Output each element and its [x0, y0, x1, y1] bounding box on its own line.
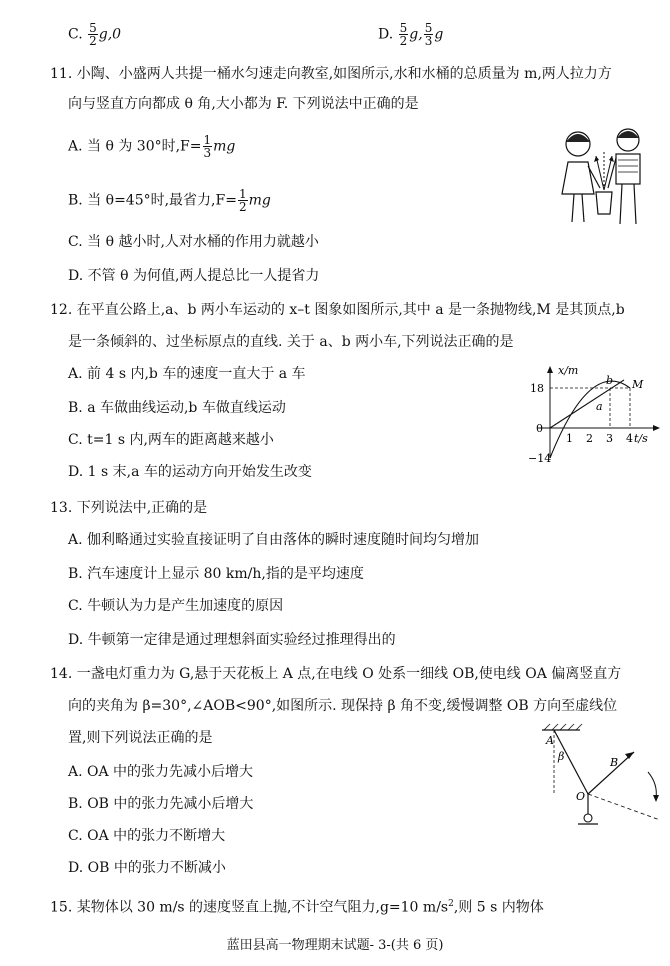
option-c-prev: C. $\frac{5}{2}$ g,0	[68, 21, 122, 48]
q12-option-c: C. t=1 s 内,两车的距离越来越小	[68, 432, 274, 448]
y-axis-label: x/m	[558, 364, 579, 377]
y-tick-0: 0	[536, 422, 543, 435]
ceiling-hatch	[544, 724, 582, 730]
q11-option-b: B. 当 θ=45°时,最省力,F= $\frac{1}{2}$ mg	[68, 187, 271, 214]
label-o: O	[576, 790, 586, 803]
x-tick-1: 1	[566, 432, 573, 445]
x-axis-label: t/s	[634, 432, 648, 445]
label-a: a	[596, 400, 603, 413]
q14-stem-line3: 置,则下列说法正确的是	[68, 730, 213, 746]
rotation-arrow	[653, 795, 659, 802]
y-axis-arrow	[547, 366, 553, 373]
q14-option-d: D. OB 中的张力不断减小	[68, 860, 226, 876]
curve-a	[550, 381, 630, 458]
label-beta: β	[558, 750, 565, 763]
lamp-string-figure	[530, 722, 664, 840]
label-b: b	[606, 374, 614, 387]
line-b	[550, 380, 624, 428]
q11-option-d: D. 不管 θ 为何值,两人提总比一人提省力	[68, 268, 320, 284]
y-tick-18: 18	[530, 382, 544, 395]
label-m: M	[632, 378, 644, 391]
q13-option-b: B. 汽车速度计上显示 80 km/h,指的是平均速度	[68, 566, 364, 582]
q13-option-c: C. 牛顿认为力是产生加速度的原因	[68, 598, 284, 614]
x-axis-arrow	[653, 425, 660, 431]
q12-option-a: A. 前 4 s 内,b 车的速度一直大于 a 车	[68, 366, 306, 382]
x-tick-2: 2	[586, 432, 593, 445]
q13-stem: 13. 下列说法中,正确的是	[50, 500, 208, 516]
q14-stem-line2: 向的夹角为 β=30°,∠AOB<90°,如图所示. 现保持 β 角不变,缓慢调整 OB 方向至虚线位	[68, 698, 618, 714]
q14-option-a: A. OA 中的张力先减小后增大	[68, 764, 254, 780]
q14-option-b: B. OB 中的张力先减小后增大	[68, 796, 254, 812]
q12-option-b: B. a 车做曲线运动,b 车做直线运动	[68, 400, 286, 416]
q11-option-a: A. 当 θ 为 30°时,F= $\frac{1}{3}$ mg	[68, 133, 236, 160]
x-tick-4: 4	[626, 432, 633, 445]
q12-option-d: D. 1 s 末,a 车的运动方向开始发生改变	[68, 464, 312, 480]
y-tick-neg14: −14	[528, 452, 552, 465]
q12-stem-line2: 是一条倾斜的、过坐标原点的直线. 关于 a、b 两小车,下列说法正确的是	[68, 334, 514, 350]
q14-stem-line1: 14. 一盏电灯重力为 G,悬于天花板上 A 点,在电线 O 处系一细线 OB,使电线 OA 偏离竖直方	[50, 666, 622, 682]
lamp-bulb	[584, 814, 592, 822]
x-tick-3: 3	[606, 432, 613, 445]
ob-new-position	[588, 794, 660, 820]
page-footer: 蓝田县高一物理期末试题- 3-(共 6 页)	[226, 938, 444, 953]
xt-graph-figure	[528, 362, 664, 466]
q12-stem-line1: 12. 在平直公路上,a、b 两小车运动的 x–t 图象如图所示,其中 a 是一条抛物线,M 是其顶点,b	[50, 302, 625, 318]
rotation-arc	[648, 772, 656, 798]
label-a: A	[546, 734, 554, 747]
q11-stem-line2: 向与竖直方向都成 θ 角,大小都为 F. 下列说法中正确的是	[68, 96, 419, 112]
label-b: B	[610, 756, 619, 769]
q11-option-c: C. 当 θ 越小时,人对水桶的作用力就越小	[68, 234, 319, 250]
q14-option-c: C. OA 中的张力不断增大	[68, 828, 226, 844]
q13-option-d: D. 牛顿第一定律是通过理想斜面实验经过推理得出的	[68, 632, 396, 648]
q11-stem-line1: 11. 小陶、小盛两人共提一桶水匀速走向教室,如图所示,水和水桶的总质量为 m,两人拉力方	[50, 66, 612, 82]
q15-stem: 15. 某物体以 30 m/s 的速度竖直上抛,不计空气阻力,g=10 $m/s^2$,则 5 s 内物体	[50, 899, 544, 916]
children-carrying-bucket-figure	[552, 122, 654, 230]
q13-option-a: A. 伽利略通过实验直接证明了自由落体的瞬时速度随时间均匀增加	[68, 532, 480, 548]
option-d-prev: D. $\frac{5}{2}$ g, $\frac{5}{3}$ g	[378, 21, 444, 48]
ob-arrow	[625, 752, 634, 759]
